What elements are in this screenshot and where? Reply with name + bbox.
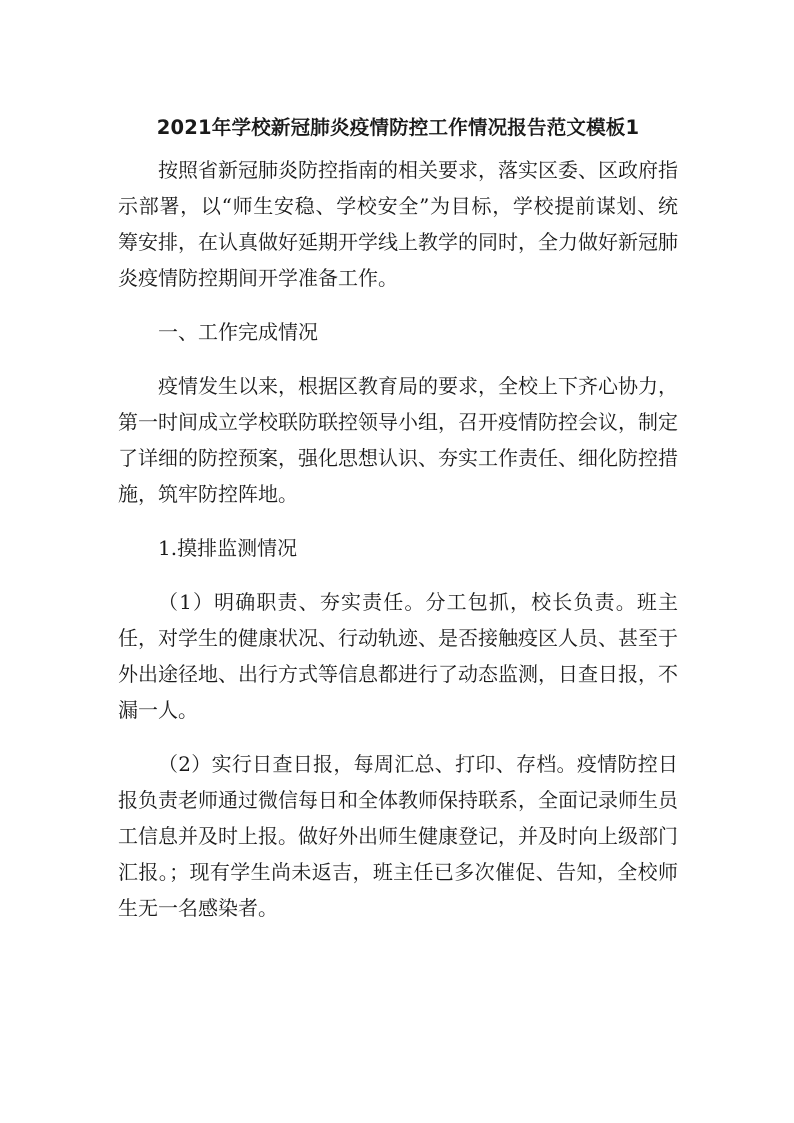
document-page bbox=[118, 110, 678, 944]
subsection-heading-monitoring: 1.摸排监测情况 bbox=[158, 536, 298, 560]
section-heading-work-completion: 一、工作完成情况 bbox=[158, 320, 318, 344]
document-title: 2021年学校新冠肺炎疫情防控工作情况报告范文模板1 bbox=[156, 116, 640, 139]
list-item-daily-reporting: （2）实行日查日报，每周汇总、打印、存档。疫情防控日报负责老师通过微信每日和全体教师保持联系，全面记录师生员工信息并及时上报。做好外出师生健康登记，并及时向上级部门汇报。；现有学生尚未返吉，班主任已多次催促、告知，全校师生无一名感染者。 bbox=[118, 752, 678, 920]
list-item-responsibilities: （1）明确职责、夯实责任。分工包抓，校长负责。班主任，对学生的健康状况、行动轨迹、是否接触疫区人员、甚至于外出途径地、出行方式等信息都进行了动态监测，日查日报，不漏一人。 bbox=[118, 590, 678, 722]
section-paragraph-work-completion: 疫情发生以来，根据区教育局的要求，全校上下齐心协力，第一时间成立学校联防联控领导小组，召开疫情防控会议，制定了详细的防控预案，强化思想认识、夯实工作责任、细化防控措施，筑牢防控阵地。 bbox=[118, 374, 678, 506]
intro-paragraph: 按照省新冠肺炎防控指南的相关要求，落实区委、区政府指示部署，以“师生安稳、学校安全”为目标，学校提前谋划、统筹安排，在认真做好延期开学线上教学的同时，全力做好新冠肺炎疫情防控期间开学准备工作。 bbox=[118, 158, 678, 290]
